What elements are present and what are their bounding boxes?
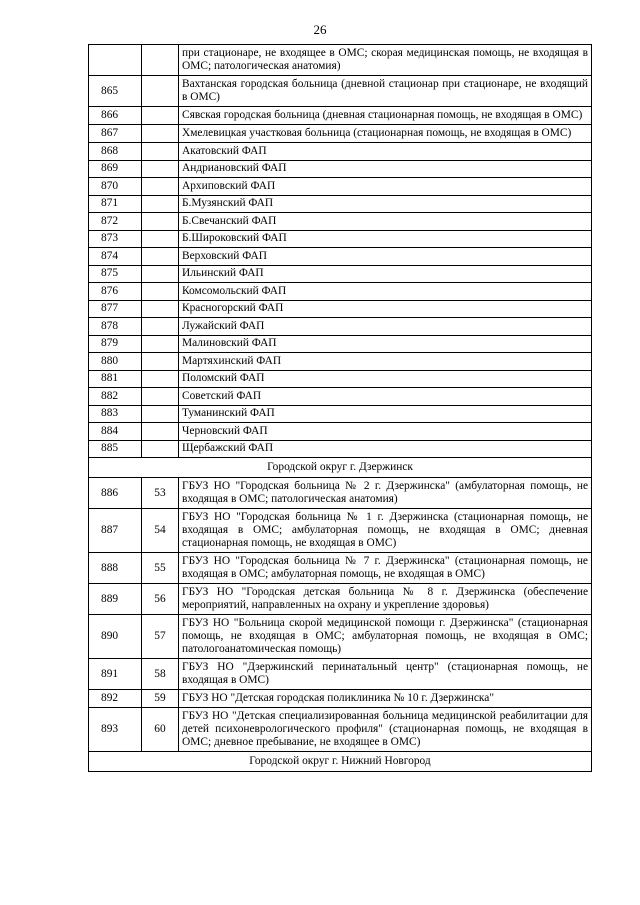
table-row xyxy=(89,553,592,584)
row-text: Сявская городская больница (дневная стационарная помощь, не входящая в ОМС) xyxy=(179,107,592,125)
row-number: 885 xyxy=(89,440,142,458)
table-row xyxy=(89,318,592,336)
row-number: 890 xyxy=(89,615,142,659)
row-text: Черновский ФАП xyxy=(179,423,592,441)
row-number: 878 xyxy=(89,318,142,336)
row-number: 872 xyxy=(89,213,142,231)
row-sub-number xyxy=(142,125,179,143)
row-text: Акатовский ФАП xyxy=(179,143,592,161)
row-sub-number: 56 xyxy=(142,584,179,615)
row-number: 875 xyxy=(89,265,142,283)
row-sub-number xyxy=(142,107,179,125)
row-text: при стационаре, не входящее в ОМС; скорая медицинская помощь, не входящая в ОМС; патологическая анатомия) xyxy=(179,45,592,76)
row-sub-number xyxy=(142,230,179,248)
table-row xyxy=(89,283,592,301)
row-text: Мартяхинский ФАП xyxy=(179,353,592,371)
row-sub-number: 55 xyxy=(142,553,179,584)
row-number: 870 xyxy=(89,178,142,196)
row-text: Туманинский ФАП xyxy=(179,405,592,423)
row-sub-number xyxy=(142,423,179,441)
table-row xyxy=(89,76,592,107)
table-row xyxy=(89,335,592,353)
table-row xyxy=(89,213,592,231)
institutions-table xyxy=(88,44,592,772)
row-number: 876 xyxy=(89,283,142,301)
table-row xyxy=(89,509,592,553)
table-row xyxy=(89,45,592,76)
row-sub-number xyxy=(142,283,179,301)
row-sub-number xyxy=(142,405,179,423)
row-text: ГБУЗ НО "Больница скорой медицинской помощи г. Дзержинска" (стационарная помощь, не входящая в ОМС; амбулаторная помощь, не входящая в ОМС; патологоанатомическая помощь) xyxy=(179,615,592,659)
table-row xyxy=(89,478,592,509)
row-sub-number xyxy=(142,318,179,336)
row-number: 865 xyxy=(89,76,142,107)
page-number: 26 xyxy=(313,22,327,37)
row-number: 873 xyxy=(89,230,142,248)
row-text: ГБУЗ НО "Детская городская поликлиника № 10 г. Дзержинска" xyxy=(179,690,592,708)
row-text: Андриановский ФАП xyxy=(179,160,592,178)
row-text: Малиновский ФАП xyxy=(179,335,592,353)
row-number: 880 xyxy=(89,353,142,371)
row-number: 891 xyxy=(89,659,142,690)
table-row xyxy=(89,265,592,283)
row-number: 881 xyxy=(89,370,142,388)
row-sub-number xyxy=(142,143,179,161)
row-text: ГБУЗ НО "Детская специализированная больница медицинской реабилитации для детей психоневрологического профиля" (стационарная помощь, не входящая в ОМС; дневное пребывание, не входящее в ОМС) xyxy=(179,708,592,752)
section-title: Городской округ г. Дзержинск xyxy=(89,458,592,478)
table-row xyxy=(89,248,592,266)
table-row xyxy=(89,125,592,143)
table-row xyxy=(89,405,592,423)
row-sub-number xyxy=(142,370,179,388)
row-text: Комсомольский ФАП xyxy=(179,283,592,301)
row-text: Архиповский ФАП xyxy=(179,178,592,196)
row-number: 889 xyxy=(89,584,142,615)
table-row xyxy=(89,195,592,213)
row-text: Советский ФАП xyxy=(179,388,592,406)
row-number: 868 xyxy=(89,143,142,161)
table-row xyxy=(89,230,592,248)
row-number: 869 xyxy=(89,160,142,178)
row-sub-number xyxy=(142,160,179,178)
section-row xyxy=(89,752,592,772)
row-number: 883 xyxy=(89,405,142,423)
row-sub-number xyxy=(142,213,179,231)
row-text: Б.Музянский ФАП xyxy=(179,195,592,213)
row-text: Лужайский ФАП xyxy=(179,318,592,336)
row-number: 886 xyxy=(89,478,142,509)
table-row xyxy=(89,107,592,125)
table-row xyxy=(89,423,592,441)
row-sub-number xyxy=(142,76,179,107)
row-sub-number xyxy=(142,248,179,266)
row-number: 884 xyxy=(89,423,142,441)
row-number: 866 xyxy=(89,107,142,125)
table-row xyxy=(89,708,592,752)
row-sub-number xyxy=(142,45,179,76)
table-row xyxy=(89,300,592,318)
row-sub-number: 59 xyxy=(142,690,179,708)
row-sub-number: 54 xyxy=(142,509,179,553)
row-text: Поломский ФАП xyxy=(179,370,592,388)
row-sub-number: 60 xyxy=(142,708,179,752)
row-sub-number xyxy=(142,265,179,283)
row-text: ГБУЗ НО "Городская больница № 7 г. Дзержинска" (стационарная помощь, не входящая в ОМС; амбулаторная помощь, не входящая в ОМС) xyxy=(179,553,592,584)
table-row xyxy=(89,388,592,406)
row-number xyxy=(89,45,142,76)
row-text: ГБУЗ НО "Городская детская больница № 8 г. Дзержинска (обеспечение мероприятий, направленных на охрану и укрепление здоровья) xyxy=(179,584,592,615)
row-text: Ильинский ФАП xyxy=(179,265,592,283)
row-sub-number: 53 xyxy=(142,478,179,509)
row-number: 882 xyxy=(89,388,142,406)
table-row xyxy=(89,370,592,388)
row-number: 871 xyxy=(89,195,142,213)
row-text: Красногорский ФАП xyxy=(179,300,592,318)
row-number: 888 xyxy=(89,553,142,584)
table-row xyxy=(89,353,592,371)
row-text: Б.Широковский ФАП xyxy=(179,230,592,248)
row-text: Верховский ФАП xyxy=(179,248,592,266)
table-row xyxy=(89,659,592,690)
row-number: 874 xyxy=(89,248,142,266)
row-number: 879 xyxy=(89,335,142,353)
row-sub-number xyxy=(142,335,179,353)
table-row xyxy=(89,160,592,178)
row-sub-number: 57 xyxy=(142,615,179,659)
row-number: 892 xyxy=(89,690,142,708)
row-sub-number xyxy=(142,195,179,213)
table-row xyxy=(89,143,592,161)
row-sub-number xyxy=(142,300,179,318)
row-text: ГБУЗ НО "Дзержинский перинатальный центр" (стационарная помощь, не входящая в ОМС) xyxy=(179,659,592,690)
row-text: Щербажский ФАП xyxy=(179,440,592,458)
row-sub-number xyxy=(142,353,179,371)
row-sub-number xyxy=(142,440,179,458)
row-sub-number: 58 xyxy=(142,659,179,690)
row-number: 893 xyxy=(89,708,142,752)
table-row xyxy=(89,584,592,615)
section-title: Городской округ г. Нижний Новгород xyxy=(89,752,592,772)
row-number: 887 xyxy=(89,509,142,553)
table-row xyxy=(89,615,592,659)
row-sub-number xyxy=(142,178,179,196)
table-row xyxy=(89,178,592,196)
row-text: Вахтанская городская больница (дневной стационар при стационаре, не входящий в ОМС) xyxy=(179,76,592,107)
row-text: ГБУЗ НО "Городская больница № 1 г. Дзержинска (стационарная помощь, не входящая в ОМС; амбулаторная помощь, не входящая в ОМС; дневная стационарная помощь, не входящая в ОМС) xyxy=(179,509,592,553)
row-sub-number xyxy=(142,388,179,406)
row-text: Б.Свечанский ФАП xyxy=(179,213,592,231)
row-text: ГБУЗ НО "Городская больница № 2 г. Дзержинска" (амбулаторная помощь, не входящая в ОМС; патологическая анатомия) xyxy=(179,478,592,509)
section-row xyxy=(89,458,592,478)
table-row xyxy=(89,440,592,458)
row-number: 877 xyxy=(89,300,142,318)
row-text: Хмелевицкая участковая больница (стационарная помощь, не входящая в ОМС) xyxy=(179,125,592,143)
table-row xyxy=(89,690,592,708)
row-number: 867 xyxy=(89,125,142,143)
